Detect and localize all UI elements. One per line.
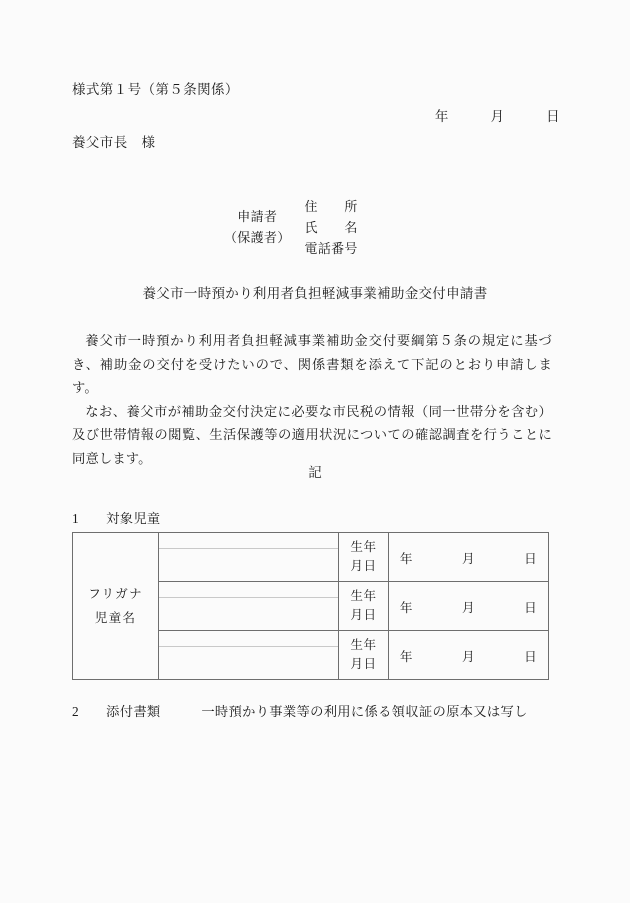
section-1-heading: 1 対象児童 [72, 511, 161, 526]
dob-header-3 [339, 631, 389, 680]
child-name-input-3[interactable] [159, 631, 339, 680]
applicant-field-phone: 電話番号 [304, 241, 358, 256]
form-number: 様式第１号（第５条関係） [72, 82, 239, 97]
child-name-input-2[interactable] [159, 582, 339, 631]
body-paragraph-2: なお、養父市が補助金交付決定に必要な市民税の情報（同一世帯分を含む）及び世帯情報の閲覧、生活保護等の適用状況についての確認調査を行うことに同意します。 [72, 403, 552, 466]
date-month-label: 月 [462, 600, 475, 615]
document-title: 養父市一時預かり利用者負担軽減事業補助金交付申請書 [142, 286, 488, 301]
section-2-heading: 2 添付書類 一時預かり事業等の利用に係る領収証の原本又は写し [72, 704, 528, 719]
dob-header-line1: 生年 [350, 540, 377, 554]
table-row-label-cell [73, 533, 159, 680]
furigana-divider [159, 597, 338, 598]
date-year-label: 年 [399, 600, 413, 615]
child-name-input-1[interactable] [159, 533, 339, 582]
date-year-label: 年 [399, 649, 413, 664]
addressee: 養父市長 様 [72, 135, 156, 150]
dob-header-1 [339, 533, 389, 582]
dob-header-2 [339, 582, 389, 631]
date-year-label: 年 [399, 551, 413, 566]
date-month-label: 月 [462, 551, 475, 566]
dob-header-line2: 月日 [350, 608, 377, 622]
target-children-table [72, 532, 549, 680]
body-text [72, 329, 552, 470]
table-row [73, 533, 549, 582]
child-birthdate-input-2[interactable] [389, 582, 549, 631]
ki-marker: 記 [308, 465, 322, 480]
table-row-label-line1: フリガナ [88, 587, 143, 601]
furigana-divider [159, 548, 338, 549]
table-row-label-line2: 児童名 [94, 611, 137, 625]
applicant-label-line2: （保護者） [224, 230, 291, 245]
dob-header-line1: 生年 [350, 589, 377, 603]
dob-header-line1: 生年 [350, 638, 377, 652]
dob-header-line2: 月日 [350, 559, 377, 573]
body-paragraph-1: 養父市一時預かり利用者負担軽減事業補助金交付要綱第５条の規定に基づき、補助金の交付を受けたいので、関係書類を添えて下記のとおり申請します。 [72, 333, 552, 395]
date-day-label: 日 [524, 600, 538, 615]
date-month-label: 月 [462, 649, 475, 664]
applicant-fields [305, 196, 358, 259]
child-birthdate-input-1[interactable] [389, 533, 549, 582]
child-birthdate-input-3[interactable] [389, 631, 549, 680]
applicant-label [224, 196, 291, 248]
date-line: 年 月 日 [434, 109, 560, 124]
applicant-field-address: 住 所 [304, 199, 358, 214]
applicant-field-name: 氏 名 [304, 220, 358, 235]
dob-header-line2: 月日 [350, 657, 377, 671]
date-day-label: 日 [524, 551, 538, 566]
applicant-block [224, 196, 358, 259]
applicant-label-line1: 申請者 [237, 209, 278, 224]
furigana-divider [159, 646, 338, 647]
date-day-label: 日 [524, 649, 538, 664]
